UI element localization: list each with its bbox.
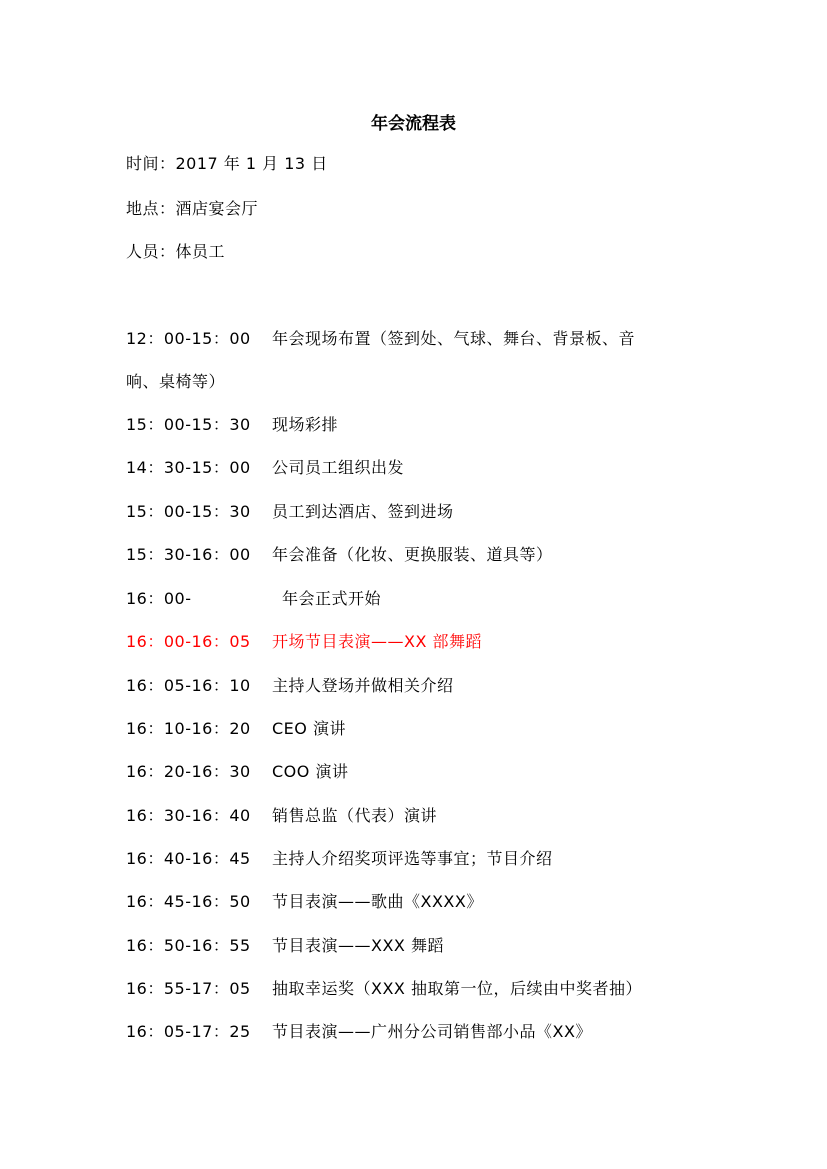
schedule-row: [126, 456, 404, 480]
schedule-time: 16：00-16：05: [126, 632, 251, 651]
schedule-desc: 节目表演——广州分公司销售部小品《XX》: [272, 1022, 592, 1041]
schedule-desc: 年会现场布置（签到处、气球、舞台、背景板、音: [272, 329, 636, 348]
schedule-desc: 节目表演——歌曲《XXXX》: [272, 892, 483, 911]
schedule-time: 14：30-15：00: [126, 458, 251, 477]
schedule-time: 16：10-16：20: [126, 719, 251, 738]
schedule-time: 16：30-16：40: [126, 806, 251, 825]
schedule-row: [126, 327, 635, 351]
schedule-row: [126, 413, 338, 437]
schedule-row: [126, 674, 454, 698]
schedule-time: 16：05-17：25: [126, 1022, 251, 1041]
schedule-desc: 年会准备（化妆、更换服装、道具等）: [272, 545, 553, 564]
schedule-row: [126, 890, 483, 914]
schedule-row: [126, 934, 444, 958]
schedule-row: [126, 500, 454, 524]
schedule-desc: 主持人登场并做相关介绍: [272, 676, 454, 695]
schedule-row: [126, 1020, 592, 1044]
document-title: 年会流程表: [371, 114, 456, 134]
schedule-desc: 员工到达酒店、签到进场: [272, 502, 454, 521]
schedule-row: [126, 543, 553, 567]
schedule-desc: 开场节目表演——XX 部舞蹈: [272, 632, 483, 651]
schedule-time: 16：40-16：45: [126, 849, 251, 868]
info-place: 地点：酒店宴会厅: [126, 199, 259, 218]
schedule-row: [126, 760, 348, 784]
schedule-row: [126, 587, 381, 611]
info-time: 时间：2017 年 1 月 13 日: [126, 154, 328, 173]
schedule-desc: 公司员工组织出发: [272, 458, 405, 477]
schedule-time: 15：30-16：00: [126, 545, 251, 564]
info-people: 人员：体员工: [126, 242, 226, 261]
schedule-desc: 现场彩排: [272, 415, 339, 434]
schedule-row: [126, 804, 437, 828]
schedule-time: 15：00-15：30: [126, 502, 251, 521]
schedule-desc: 主持人介绍奖项评选等事宜；节目介绍: [272, 849, 553, 868]
schedule-desc: CEO 演讲: [272, 719, 346, 738]
schedule-time: 16：20-16：30: [126, 762, 251, 781]
schedule-time: 16：55-17：05: [126, 979, 251, 998]
schedule-desc: 年会正式开始: [282, 589, 382, 608]
schedule-desc: COO 演讲: [272, 762, 349, 781]
schedule-time: 16：45-16：50: [126, 892, 251, 911]
schedule-desc: 抽取幸运奖（XXX 抽取第一位，后续由中奖者抽）: [272, 979, 642, 998]
schedule-time: 16：00-: [126, 589, 192, 608]
schedule-time: 12：00-15：00: [126, 329, 251, 348]
schedule-desc: 节目表演——XXX 舞蹈: [272, 936, 444, 955]
schedule-time: 16：50-16：55: [126, 936, 251, 955]
schedule-time: 16：05-16：10: [126, 676, 251, 695]
schedule-desc-continuation: 响、桌椅等）: [126, 372, 226, 391]
schedule-time: 15：00-15：30: [126, 415, 251, 434]
schedule-row: [126, 717, 346, 741]
schedule-row-highlight: [126, 630, 482, 654]
schedule-row: [126, 847, 553, 871]
schedule-row: [126, 977, 642, 1001]
schedule-desc: 销售总监（代表）演讲: [272, 806, 438, 825]
